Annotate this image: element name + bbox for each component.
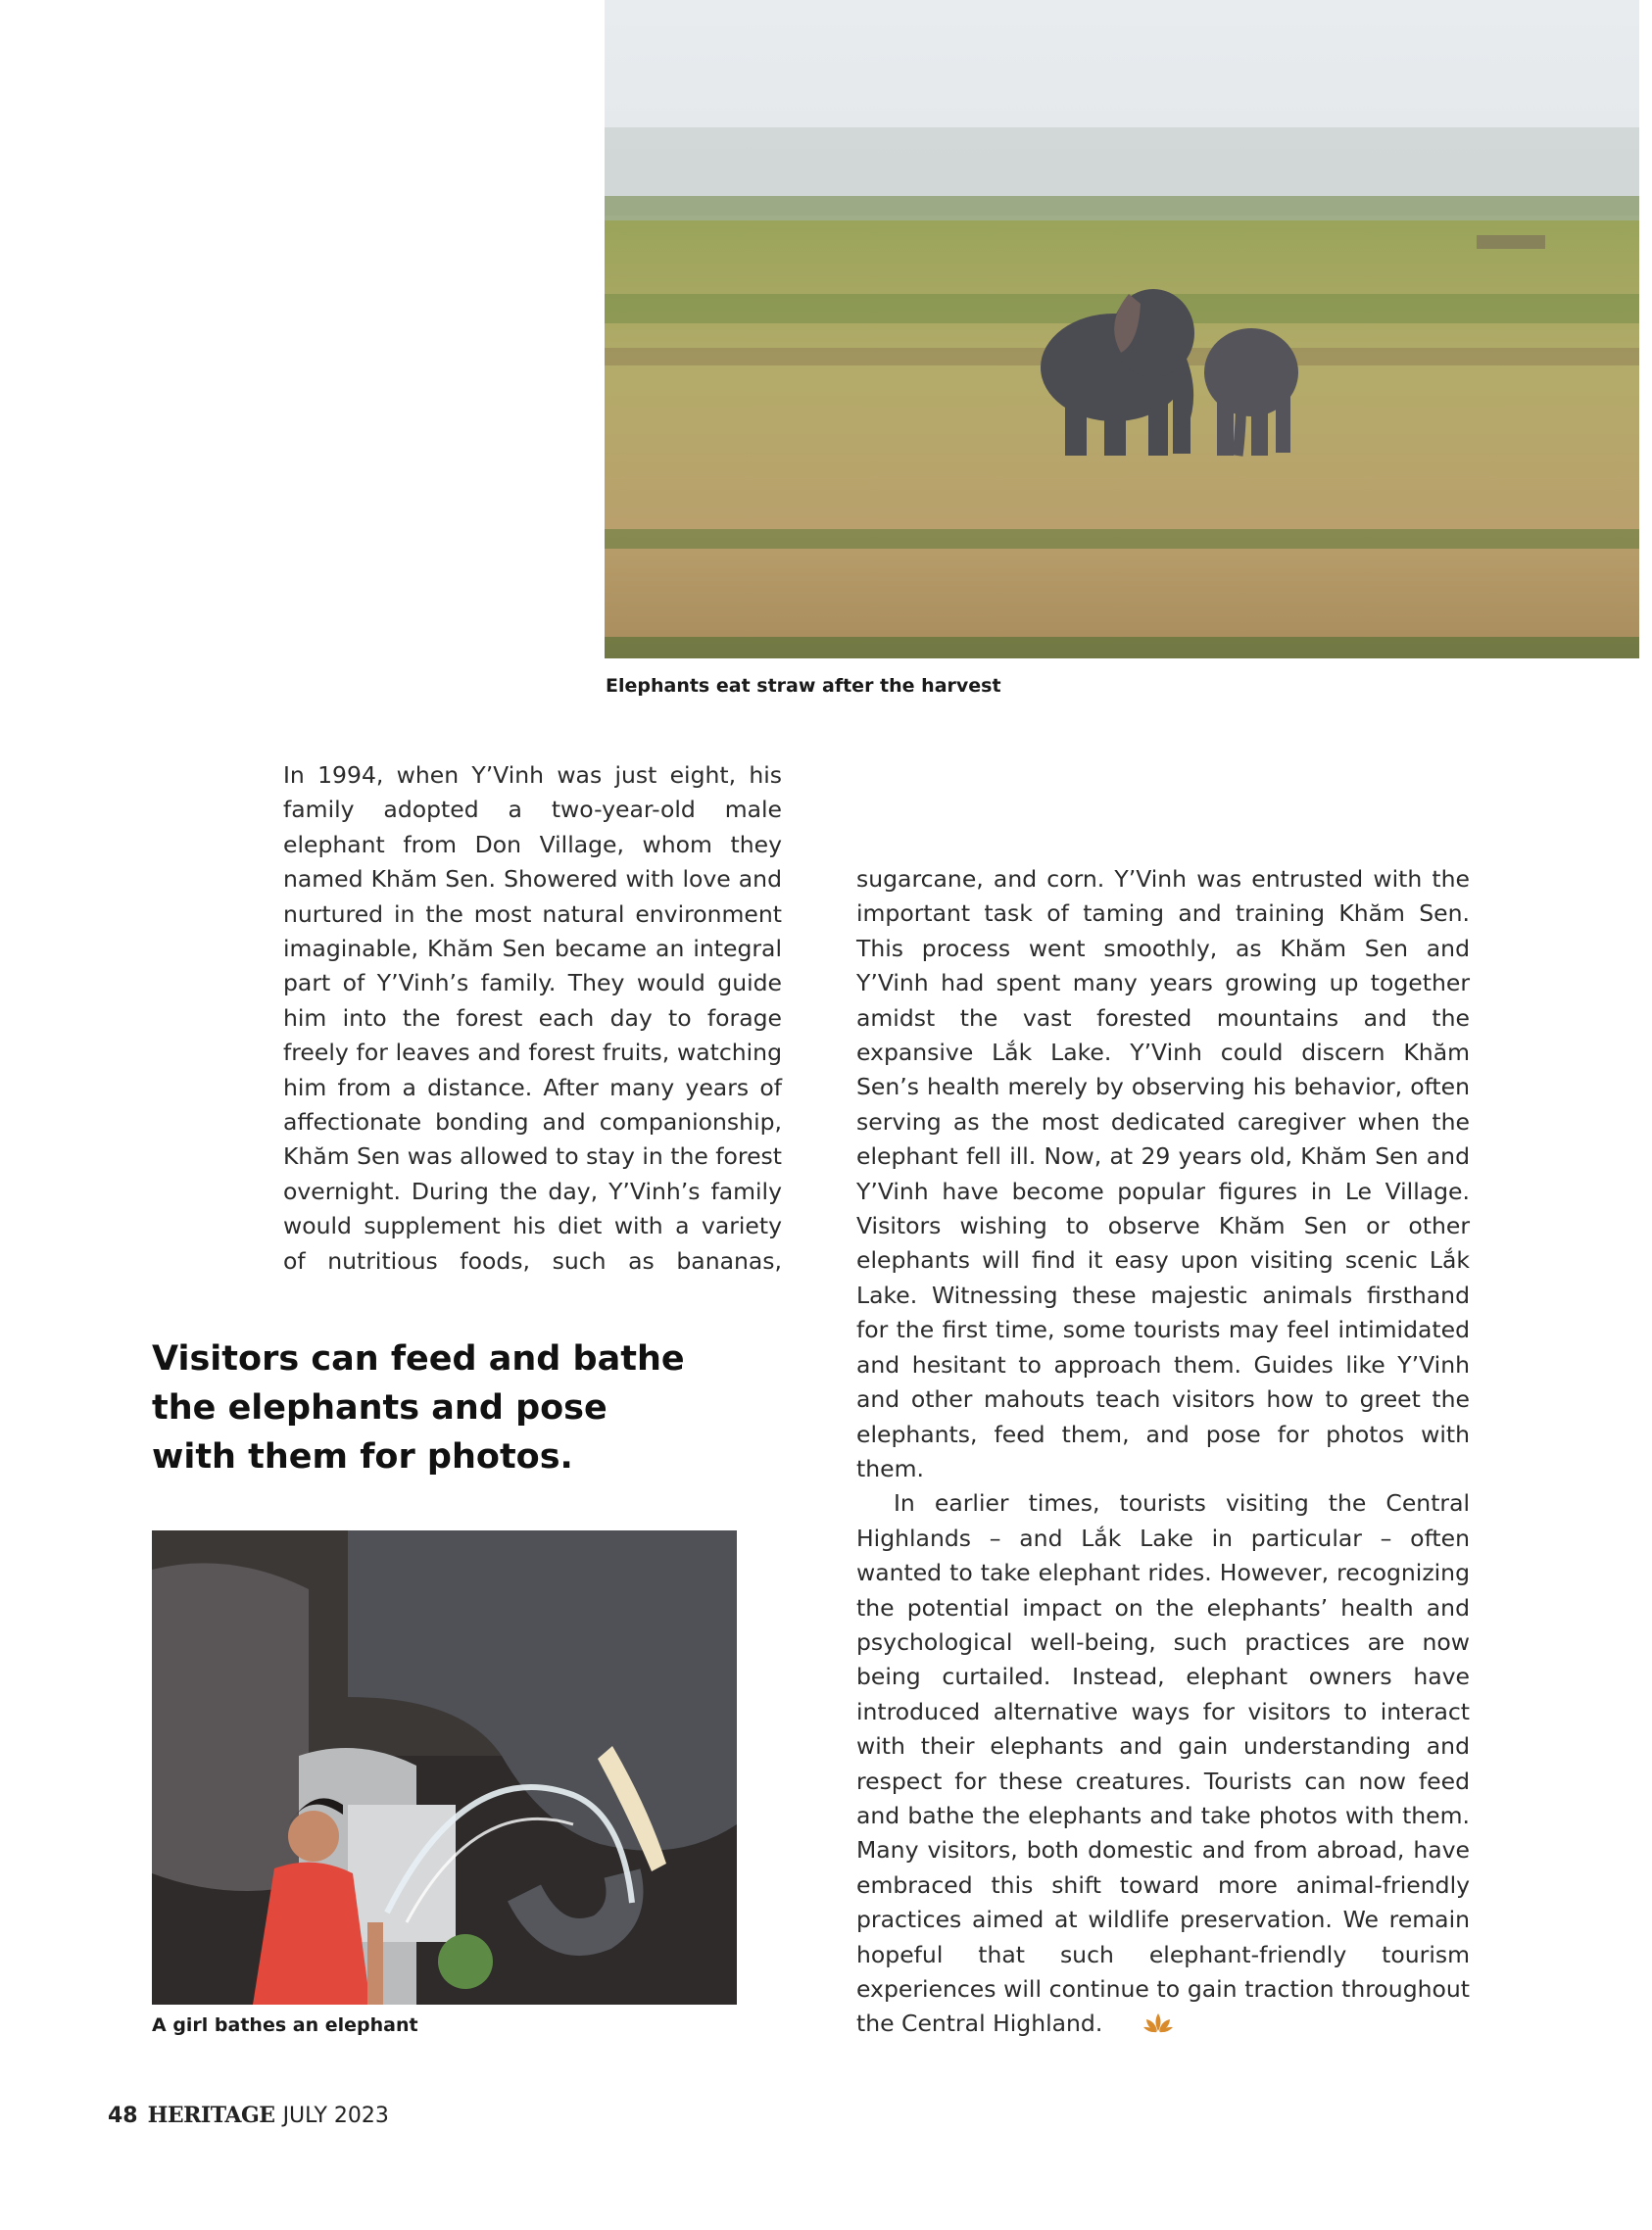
article-paragraph: In 1994, when Y’Vinh was just eight, his family adopted a two-year-old male elephant from Don Village, whom they named Khăm Sen. Showered with love and nurtured in the most natural environment imaginable, Khăm Sen became an integral part of Y’Vinh’s family. They would guide him into the forest each day to forage freely for leaves and forest fruits, watching him from a distance. After many years of affectionate bonding and companionship, Khăm Sen was allowed to stay in the forest overnight. During the day, Y’Vinh’s family would supplement his diet with a variety of nutritious foods, such as bananas, — [283, 761, 782, 1275]
article-paragraph: sugarcane, and corn. Y’Vinh was entrusted with the important task of taming and training Khăm Sen. This process went smoothly, as Khăm Sen and Y’Vinh had spent many years growing up together amidst the vast forested mountains and the expansive Lắk Lake. Y’Vinh could discern Khăm Sen’s health merely by observing his behavior, often serving as the most dedicated caregiver when the elephant fell ill. Now, at 29 years old, Khăm Sen and Y’Vinh have become popular figures in Le Village. Visitors wishing to observe Khăm Sen or other elephants will find it easy upon visiting scenic Lắk Lake. Witnessing these majestic animals firsthand for the first time, some tourists may feel intimidated and hesitant to approach them. Guides like Y’Vinh and other mahouts teach visitors how to greet the elephants, feed them, and pose for photos with them. — [856, 865, 1470, 1482]
elephants-field-photo — [605, 0, 1639, 658]
article-paragraph-final — [856, 1486, 1470, 2042]
article-left-column — [283, 758, 782, 1279]
page-number: 48 — [108, 2104, 138, 2128]
issue-date: JULY 2023 — [282, 2104, 389, 2128]
bottom-photo-caption: A girl bathes an elephant — [152, 2014, 418, 2036]
article-paragraph-text: In earlier times, tourists visiting the Central Highlands – and Lắk Lake in particular – often wanted to take elephant rides. However, recognizing the potential impact on the elephants’ health and psychological well-being, such practices are now being curtailed. Instead, elephant owners have introduced alternative ways for visitors to interact with their elephants and gain understanding and respect for these creatures. Tourists can now feed and bathe the elephants and take photos with them. Many visitors, both domestic and from abroad, have embraced this shift toward more animal-friendly practices aimed at wildlife preservation. We remain hopeful that such elephant-friendly tourism experiences will continue to gain traction throughout the Central Highland. — [856, 1489, 1470, 2038]
pull-quote: Visitors can feed and bathe the elephants and pose with them for photos. — [152, 1339, 685, 1477]
article-right-column — [856, 862, 1470, 2042]
top-photo-caption: Elephants eat straw after the harvest — [606, 675, 1001, 697]
magazine-name: HERITAGE — [147, 2103, 275, 2128]
page-footer — [108, 2103, 389, 2128]
girl-bathing-elephant-photo — [152, 1530, 737, 2005]
lotus-icon — [1106, 2009, 1136, 2030]
